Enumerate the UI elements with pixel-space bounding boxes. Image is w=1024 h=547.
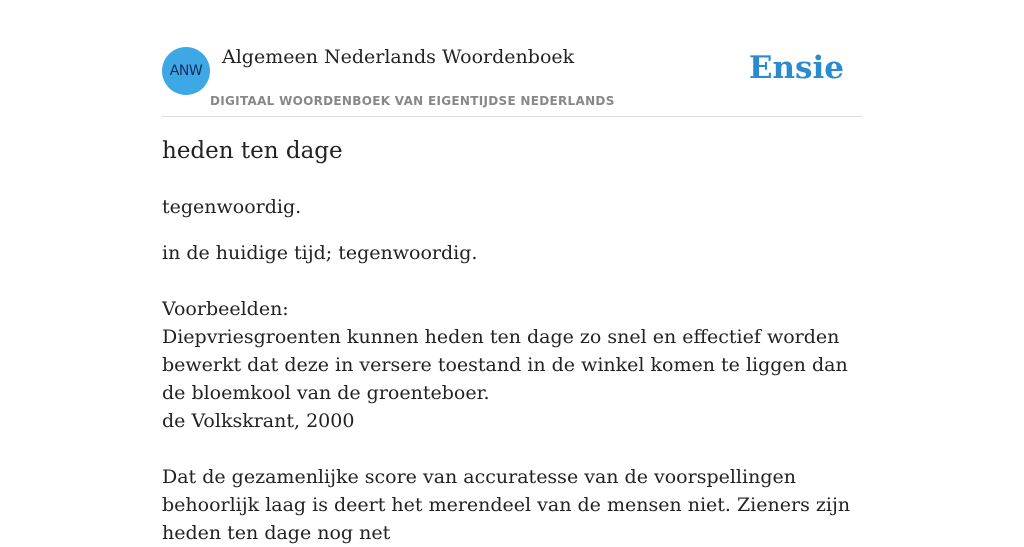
logo-text: ANW (169, 63, 203, 79)
examples-heading: Voorbeelden: (162, 298, 289, 320)
site-header (162, 44, 862, 117)
site-subtitle: DIGITAAL WOORDENBOEK VAN EIGENTIJDSE NEDERLANDS (210, 94, 615, 108)
example-text: Diepvriesgroenten kunnen heden ten dage zo snel en effectief worden bewerkt dat deze in versere toestand in de winkel komen te liggen dan de bloemkool van de groenteboer. (162, 326, 848, 404)
entry-title: heden ten dage (162, 138, 343, 164)
entry-content (162, 239, 862, 547)
spacer (162, 435, 862, 463)
anw-logo[interactable] (162, 47, 210, 95)
site-title[interactable]: Algemeen Nederlands Woordenboek (222, 46, 575, 68)
ensie-brand-link[interactable]: Ensie (748, 50, 844, 86)
spacer (162, 267, 862, 295)
short-definition: tegenwoordig. (162, 196, 302, 218)
definition: in de huidige tijd; tegenwoordig. (162, 242, 478, 264)
example-source: de Volkskrant, 2000 (162, 410, 355, 432)
example-text: Dat de gezamenlijke score van accuratesse van de voorspellingen behoorlijk laag is deert het merendeel van de mensen niet. Zieners zijn heden ten dage nog net (162, 466, 851, 544)
